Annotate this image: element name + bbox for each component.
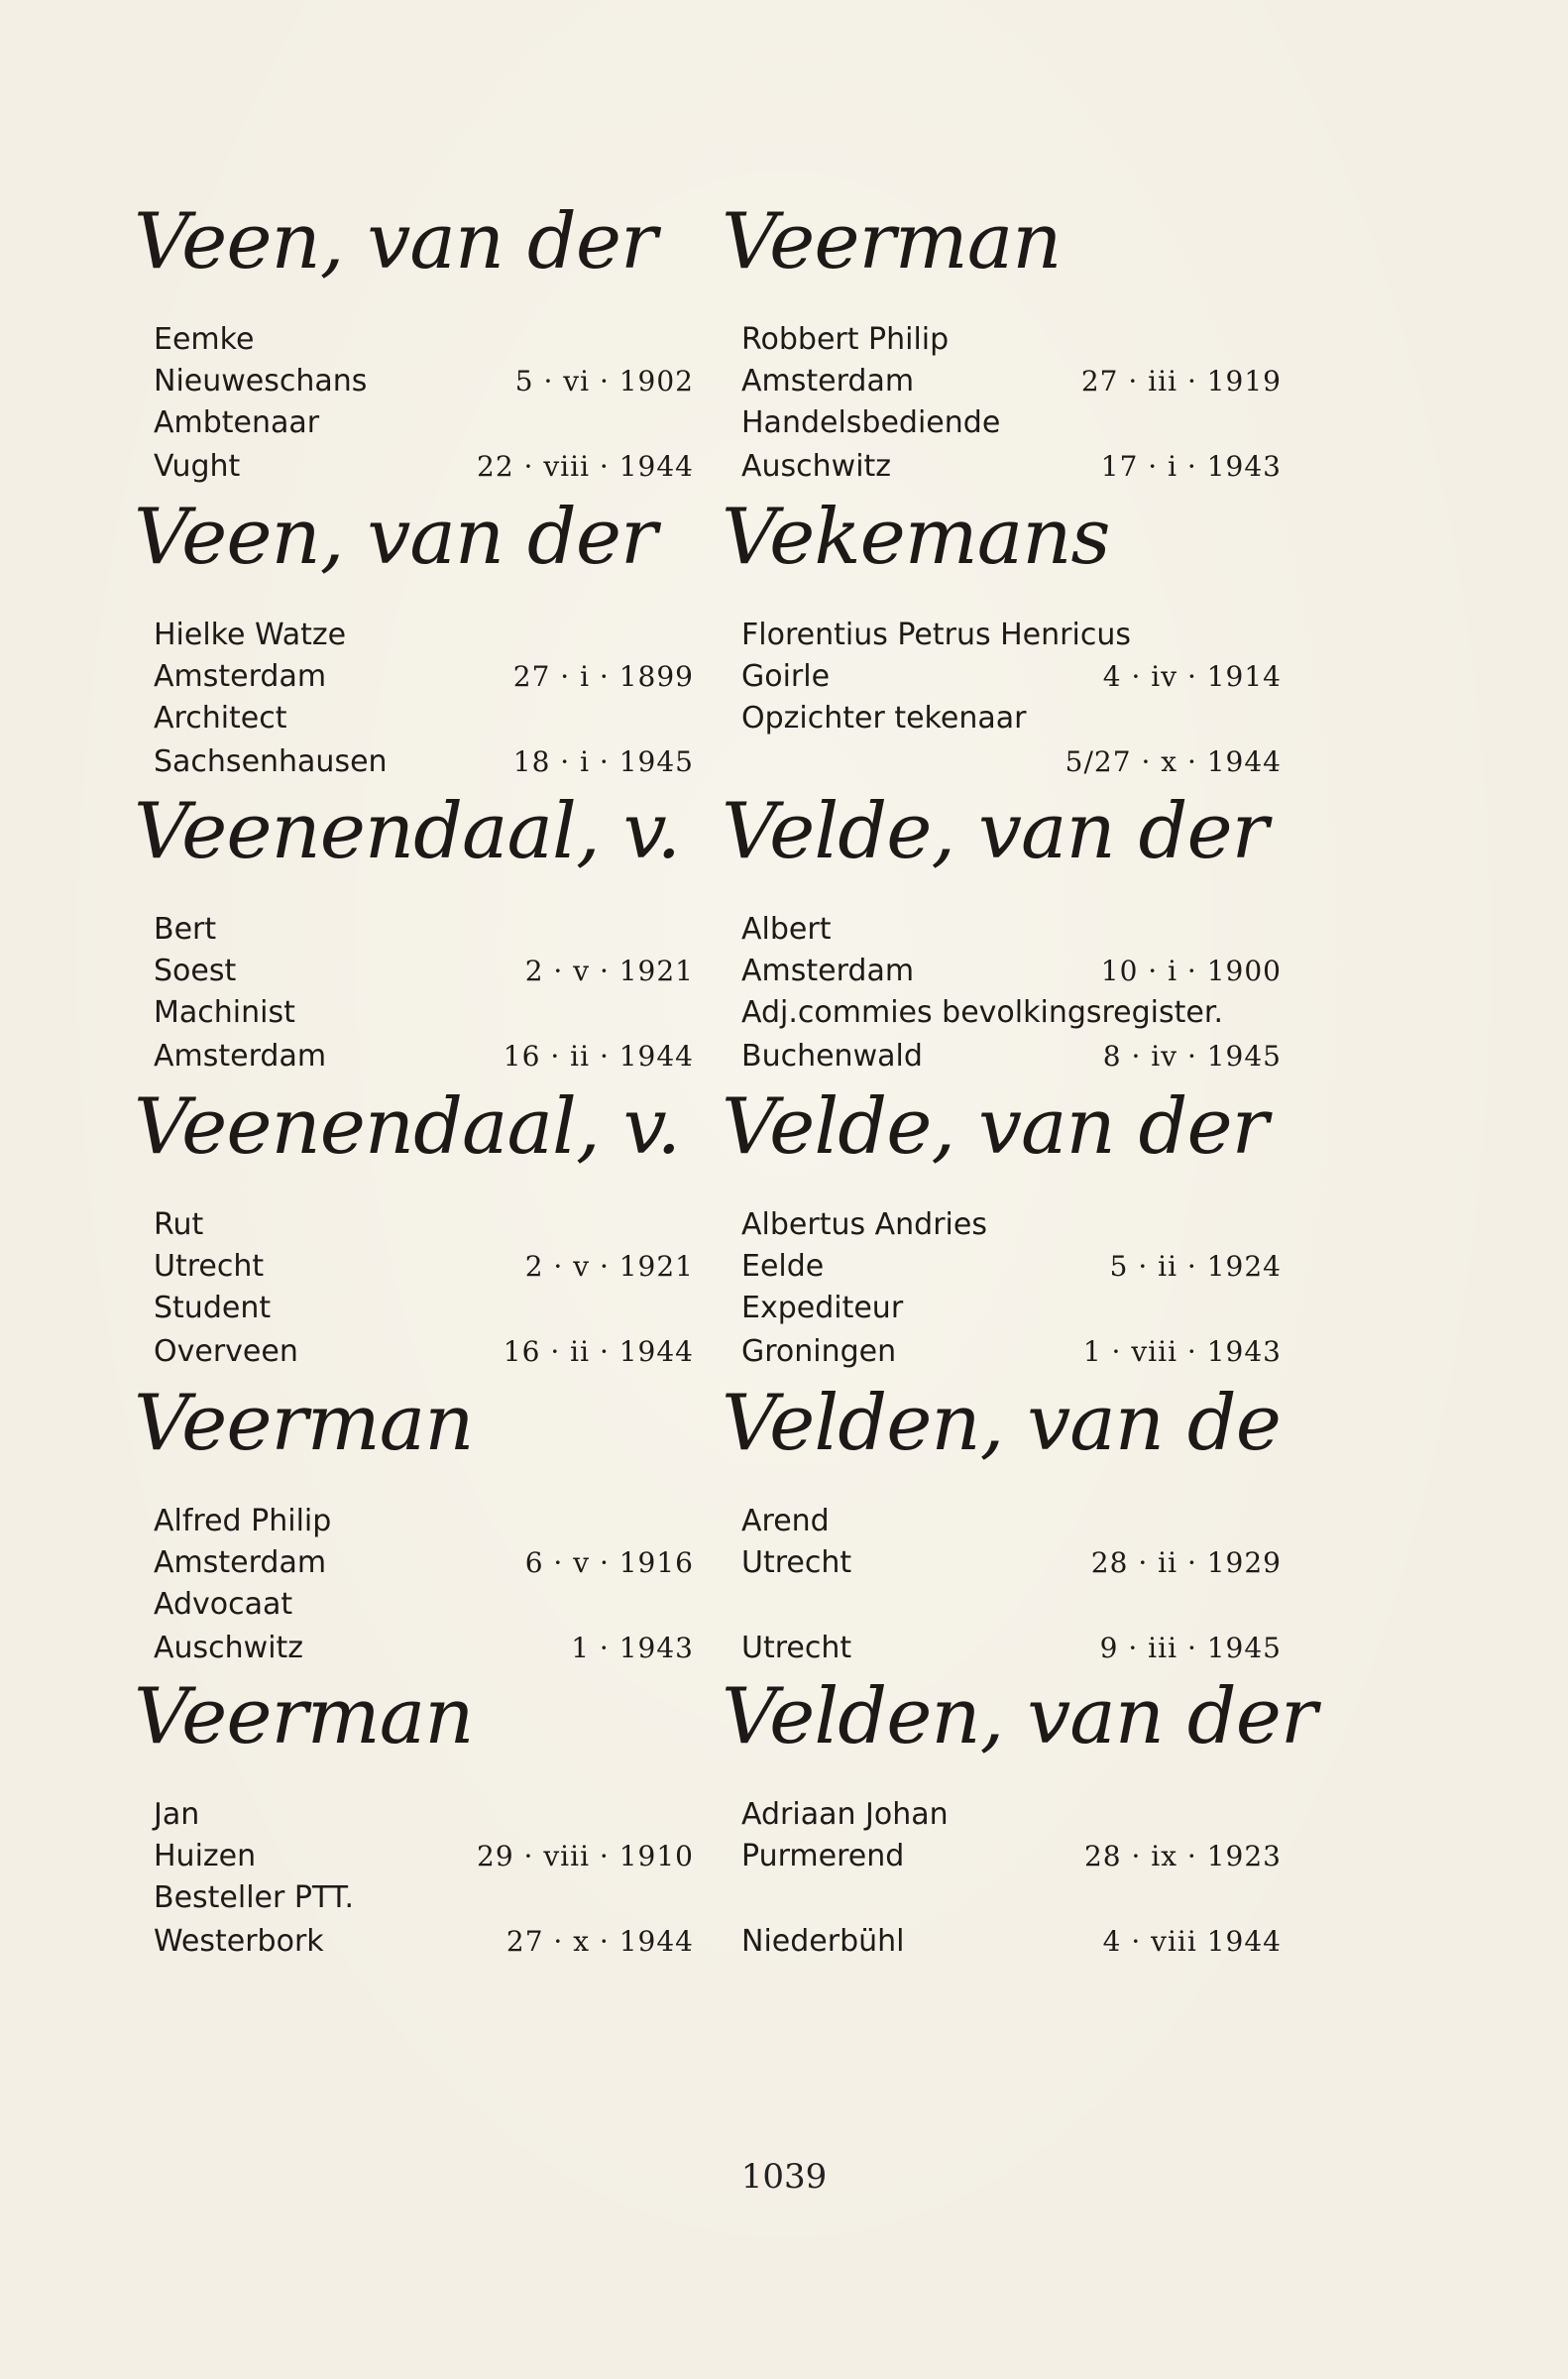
given-names: Robbert Philip — [741, 322, 950, 357]
birth-place: Nieuweschans — [154, 364, 368, 398]
given-names: Albert — [741, 912, 832, 947]
surname: Veen, van der — [134, 493, 657, 582]
death-date: 4 · viii 1944 — [1102, 1925, 1282, 1958]
birth-date: 28 · ii · 1929 — [1090, 1546, 1282, 1579]
birth-date: 28 · ix · 1923 — [1083, 1840, 1282, 1872]
birth-place: Soest — [154, 954, 237, 988]
surname: Veenendaal, v. — [134, 1082, 681, 1172]
death-date: 8 · iv · 1945 — [1102, 1040, 1282, 1073]
death-place: Buchenwald — [741, 1039, 923, 1074]
birth-date: 5 · vi · 1902 — [514, 365, 694, 397]
given-names: Adriaan Johan — [741, 1797, 949, 1832]
death-date: 18 · i · 1945 — [512, 745, 694, 778]
occupation: Student — [154, 1291, 272, 1325]
birth-place: Goirle — [741, 659, 831, 694]
birth-place: Amsterdam — [741, 364, 915, 398]
death-place: Auschwitz — [741, 449, 892, 484]
death-date: 27 · x · 1944 — [505, 1925, 694, 1958]
surname: Veerman — [134, 1672, 474, 1761]
death-date: 22 · viii · 1944 — [477, 450, 694, 483]
birth-place: Amsterdam — [154, 1545, 327, 1580]
birth-date: 2 · v · 1921 — [524, 1250, 694, 1283]
birth-place: Amsterdam — [154, 659, 327, 694]
death-place: Vught — [154, 449, 241, 484]
occupation: Opzichter tekenaar — [741, 701, 1027, 736]
surname: Veerman — [722, 197, 1062, 286]
death-date: 16 · ii · 1944 — [503, 1335, 694, 1368]
death-date: 1 · 1943 — [571, 1632, 694, 1664]
occupation: Handelsbediende — [741, 405, 1001, 440]
birth-place: Amsterdam — [741, 954, 915, 988]
birth-date: 4 · iv · 1914 — [1102, 660, 1282, 693]
birth-date: 10 · i · 1900 — [1100, 955, 1282, 987]
given-names: Bert — [154, 912, 217, 947]
given-names: Alfred Philip — [154, 1504, 332, 1538]
death-date: 9 · iii · 1945 — [1099, 1632, 1282, 1664]
death-place: Auschwitz — [154, 1631, 304, 1665]
given-names: Florentius Petrus Henricus — [741, 618, 1131, 652]
surname: Velden, van de — [722, 1379, 1281, 1468]
birth-place: Huizen — [154, 1839, 257, 1873]
given-names: Hielke Watze — [154, 618, 347, 652]
surname: Velden, van der — [722, 1672, 1317, 1761]
occupation: Advocaat — [154, 1587, 293, 1622]
surname: Velde, van der — [722, 787, 1268, 876]
death-date: 5/27 · x · 1944 — [1064, 745, 1282, 778]
page-number: 1039 — [740, 2157, 828, 2197]
given-names: Arend — [741, 1504, 830, 1538]
given-names: Albertus Andries — [741, 1207, 987, 1242]
death-place: Amsterdam — [154, 1039, 327, 1074]
birth-date: 29 · viii · 1910 — [477, 1840, 694, 1872]
death-date: 16 · ii · 1944 — [503, 1040, 694, 1073]
birth-place: Eelde — [741, 1249, 825, 1284]
death-place: Niederbühl — [741, 1924, 905, 1959]
death-place: Utrecht — [741, 1631, 852, 1665]
birth-date: 27 · iii · 1919 — [1080, 365, 1282, 397]
birth-place: Utrecht — [741, 1545, 852, 1580]
given-names: Jan — [154, 1797, 200, 1832]
birth-place: Utrecht — [154, 1249, 265, 1284]
surname: Vekemans — [722, 493, 1110, 582]
occupation: Besteller PTT. — [154, 1880, 355, 1915]
death-place: Overveen — [154, 1334, 298, 1369]
death-date: 17 · i · 1943 — [1100, 450, 1282, 483]
birth-date: 5 · ii · 1924 — [1109, 1250, 1282, 1283]
death-place: Westerbork — [154, 1924, 324, 1959]
surname: Veenendaal, v. — [134, 787, 681, 876]
death-date: 1 · viii · 1943 — [1082, 1335, 1282, 1368]
occupation: Adj.commies bevolkingsregister. — [741, 995, 1223, 1030]
surname: Veerman — [134, 1379, 474, 1468]
birth-place: Purmerend — [741, 1839, 905, 1873]
death-place: Sachsenhausen — [154, 744, 388, 779]
birth-date: 6 · v · 1916 — [524, 1546, 694, 1579]
occupation: Architect — [154, 701, 287, 736]
surname: Veen, van der — [134, 197, 657, 286]
surname: Velde, van der — [722, 1082, 1268, 1172]
occupation: Machinist — [154, 995, 295, 1030]
occupation: Expediteur — [741, 1291, 904, 1325]
given-names: Rut — [154, 1207, 204, 1242]
occupation: Ambtenaar — [154, 405, 320, 440]
birth-date: 27 · i · 1899 — [512, 660, 694, 693]
birth-date: 2 · v · 1921 — [524, 955, 694, 987]
given-names: Eemke — [154, 322, 255, 357]
death-place: Groningen — [741, 1334, 897, 1369]
